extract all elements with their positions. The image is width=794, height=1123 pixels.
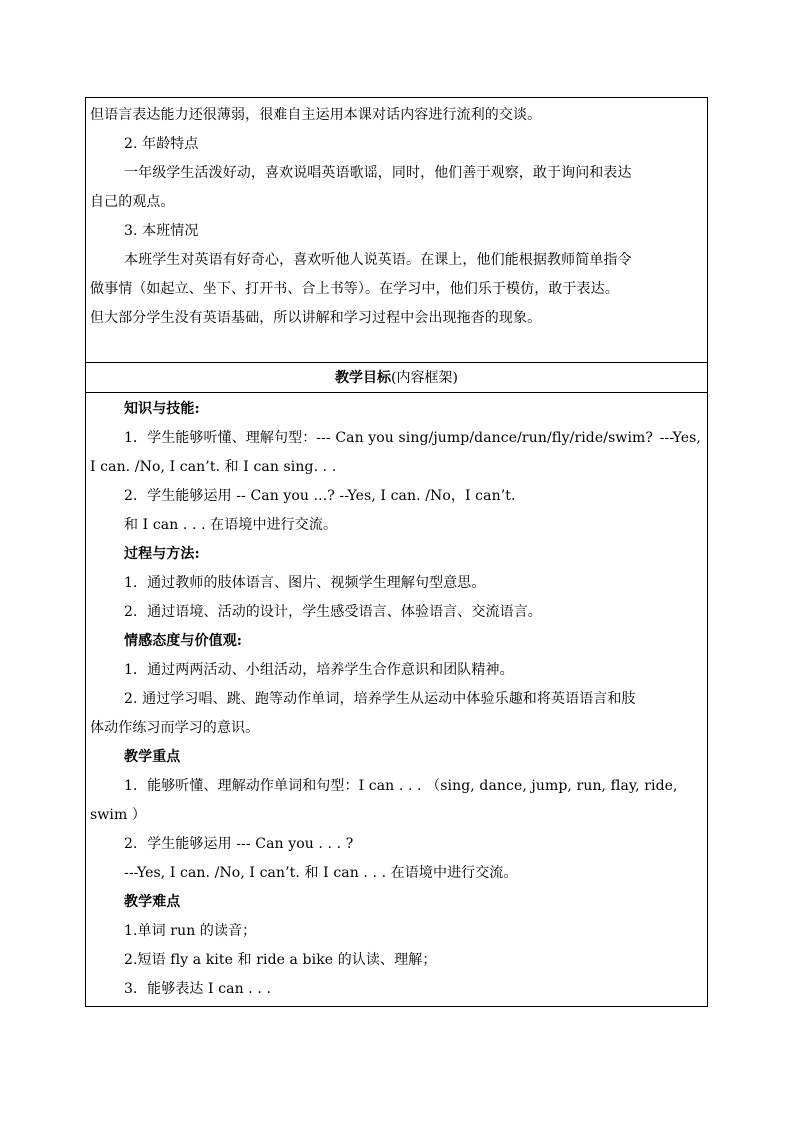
knowledge-heading: 知识与技能: <box>124 401 200 417</box>
text-line: 但语言表达能力还很薄弱，很难自主运用本课对话内容进行流利的交谈。 <box>90 107 542 123</box>
knowledge-item-2: 2．学生能够运用 -- Can you ...? --Yes, I can. /No，I can’t. <box>124 488 516 504</box>
objectives-content-cell <box>86 393 707 1006</box>
learner-analysis-cell <box>86 98 707 363</box>
key-point-2: 2．学生能够运用 --- Can you . . . ? <box>124 836 354 852</box>
objectives-title-note: (内容框架) <box>391 370 458 386</box>
key-points-heading: 教学重点 <box>124 749 181 765</box>
text-line: 做事情（如起立、坐下、打开书、合上书等）。在学习中，他们乐于模仿，敢于表达。 <box>90 281 619 297</box>
text-line: 但大部分学生没有英语基础，所以讲解和学习过程中会出现拖沓的现象。 <box>90 310 542 326</box>
objectives-title-bold: 教学目标 <box>335 370 392 386</box>
subheading-class: 3. 本班情况 <box>124 223 199 239</box>
key-point-1-cont: swim ） <box>90 807 146 823</box>
knowledge-item-1-answer: ---Yes, <box>659 430 701 446</box>
text-line: 一年级学生活泼好动，喜欢说唱英语歌谣，同时，他们善于观察，敢于询问和表达 <box>124 165 632 181</box>
difficulties-heading: 教学难点 <box>124 894 181 910</box>
objectives-title <box>86 369 707 387</box>
knowledge-item-2-cont: 和 I can . . . 在语境中进行交流。 <box>124 517 338 533</box>
difficulty-1: 1.单词 run 的读音； <box>124 923 257 939</box>
knowledge-item-1 <box>86 429 707 447</box>
emotion-item-2-cont: 体动作练习而学习的意识。 <box>90 720 260 736</box>
emotion-item-1: 1．通过两两活动、小组活动，培养学生合作意识和团队精神。 <box>124 662 514 678</box>
objectives-header-cell <box>86 363 707 393</box>
difficulty-3: 3．能够表达 I can . . . <box>124 981 272 997</box>
emotion-heading: 情感态度与价值观: <box>124 633 243 649</box>
lesson-plan-table <box>85 97 708 1007</box>
key-point-1: 1．能够听懂、理解动作单词和句型：I can . . . （sing, dance, jump, run, flay, ride, <box>124 778 678 794</box>
process-item-2: 2．通过语境、活动的设计，学生感受语言、体验语言、交流语言。 <box>124 604 542 620</box>
subheading-age: 2. 年龄特点 <box>124 136 199 152</box>
text-line: 本班学生对英语有好奇心，喜欢听他人说英语。在课上，他们能根据教师简单指令 <box>124 252 632 268</box>
text-line: 自己的观点。 <box>90 194 175 210</box>
knowledge-item-1-text: 1．学生能够听懂、理解句型：--- Can you sing/jump/dance/run/fly/ride/swim? <box>124 430 654 446</box>
knowledge-item-1-cont: I can. /No, I can’t. 和 I can sing. . . <box>90 459 337 475</box>
key-point-2-cont: ---Yes, I can. /No, I can’t. 和 I can . . . 在语境中进行交流。 <box>124 865 518 881</box>
difficulty-2: 2.短语 fly a kite 和 ride a bike 的认读、理解； <box>124 952 437 968</box>
process-item-1: 1．通过教师的肢体语言、图片、视频学生理解句型意思。 <box>124 575 486 591</box>
emotion-item-2: 2. 通过学习唱、跳、跑等动作单词，培养学生从运动中体验乐趣和将英语语言和肢 <box>124 691 636 707</box>
process-heading: 过程与方法: <box>124 546 200 562</box>
